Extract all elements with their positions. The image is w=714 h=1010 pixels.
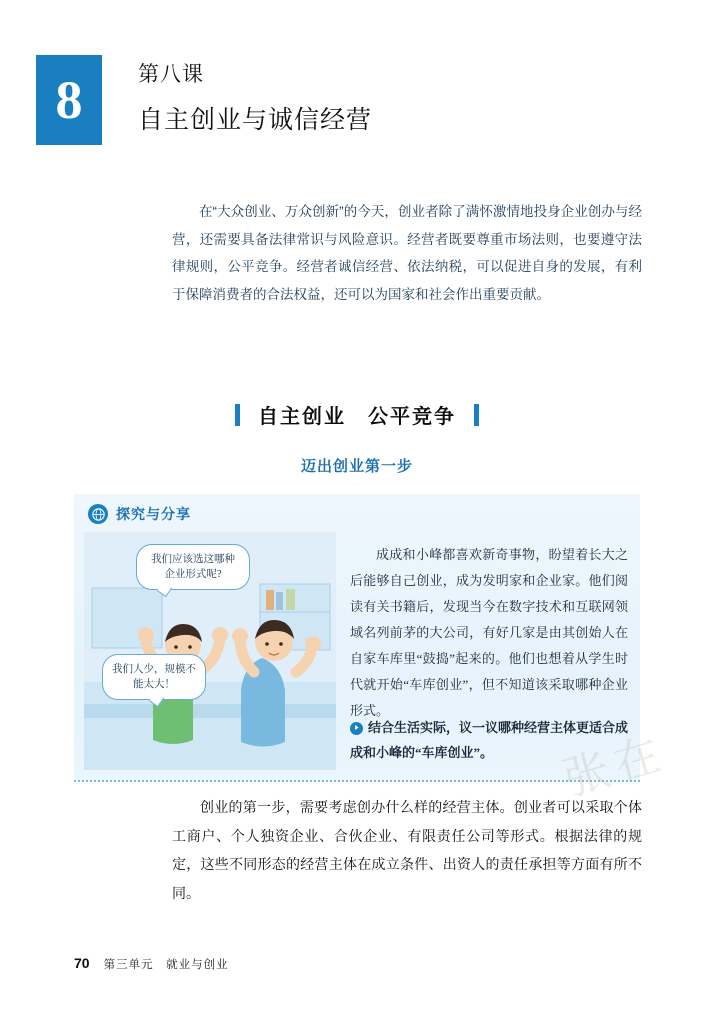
chapter-header (36, 55, 372, 145)
activity-task (350, 716, 632, 765)
speech-bubble-1: 我们应该选这哪种企业形式呢? (136, 544, 250, 590)
chapter-label: 第八课 (138, 63, 204, 86)
heading-bar-right-icon (474, 404, 479, 426)
section-heading-text: 自主创业 公平竞争 (258, 406, 456, 428)
heading-bar-left-icon (235, 404, 240, 426)
page-footer (74, 955, 229, 972)
activity-text: 成成和小峰都喜欢新奇事物，盼望着长大之后能够自己创业，成为发明家和企业家。他们阅读有关书籍后，发现当今在数字技术和互联网领域名列前茅的大公司，有好几家是由其创始人在自家车库里“鼓捣”起来的。他们也想着从学生时代就开始“车库创业”，但不知道该采取哪种企业形式。 (350, 547, 628, 718)
globe-icon (88, 504, 108, 524)
task-marker-icon (350, 722, 363, 735)
chapter-title: 自主创业与诚信经营 (138, 105, 373, 134)
body-paragraph: 创业的第一步，需要考虑创办什么样的经营主体。创业者可以采取个体工商户、个人独资企业、合伙企业、有限责任公司等形式。根据法律的规定，这些不同形态的经营主体在成立条件、出资人的责任承担等方面有所不同。 (172, 801, 642, 903)
activity-box (74, 494, 640, 782)
sub-heading: 迈出创业第一步 (300, 458, 413, 475)
chapter-title-block (138, 55, 372, 138)
activity-title: 探究与分享 (116, 506, 191, 522)
chapter-number-box (36, 55, 102, 145)
activity-task-text: 结合生活实际，议一议哪种经营主体更适合成成和小峰的“车库创业”。 (350, 720, 629, 760)
footer-unit-text: 第三单元 就业与创业 (103, 959, 229, 971)
intro-paragraph: 在“大众创业、万众创新”的今天，创业者除了满怀激情地投身企业创办与经营，还需要具备法律常识与风险意识。经营者既要尊重市场法则，也要遵守法律规则，公平竞争。经营者诚信经营、依法纳税，可以促进自身的发展，有利于保障消费者的合法权益，还可以为国家和社会作出重要贡献。 (172, 204, 642, 303)
section-heading (0, 400, 714, 429)
speech-bubble-2: 我们人少，规模不能太大！ (102, 654, 206, 700)
illustration (84, 532, 336, 770)
page-number: 70 (74, 955, 90, 971)
activity-header (74, 494, 640, 524)
watermark: 张在 (557, 727, 672, 806)
chapter-number: 8 (55, 70, 83, 130)
